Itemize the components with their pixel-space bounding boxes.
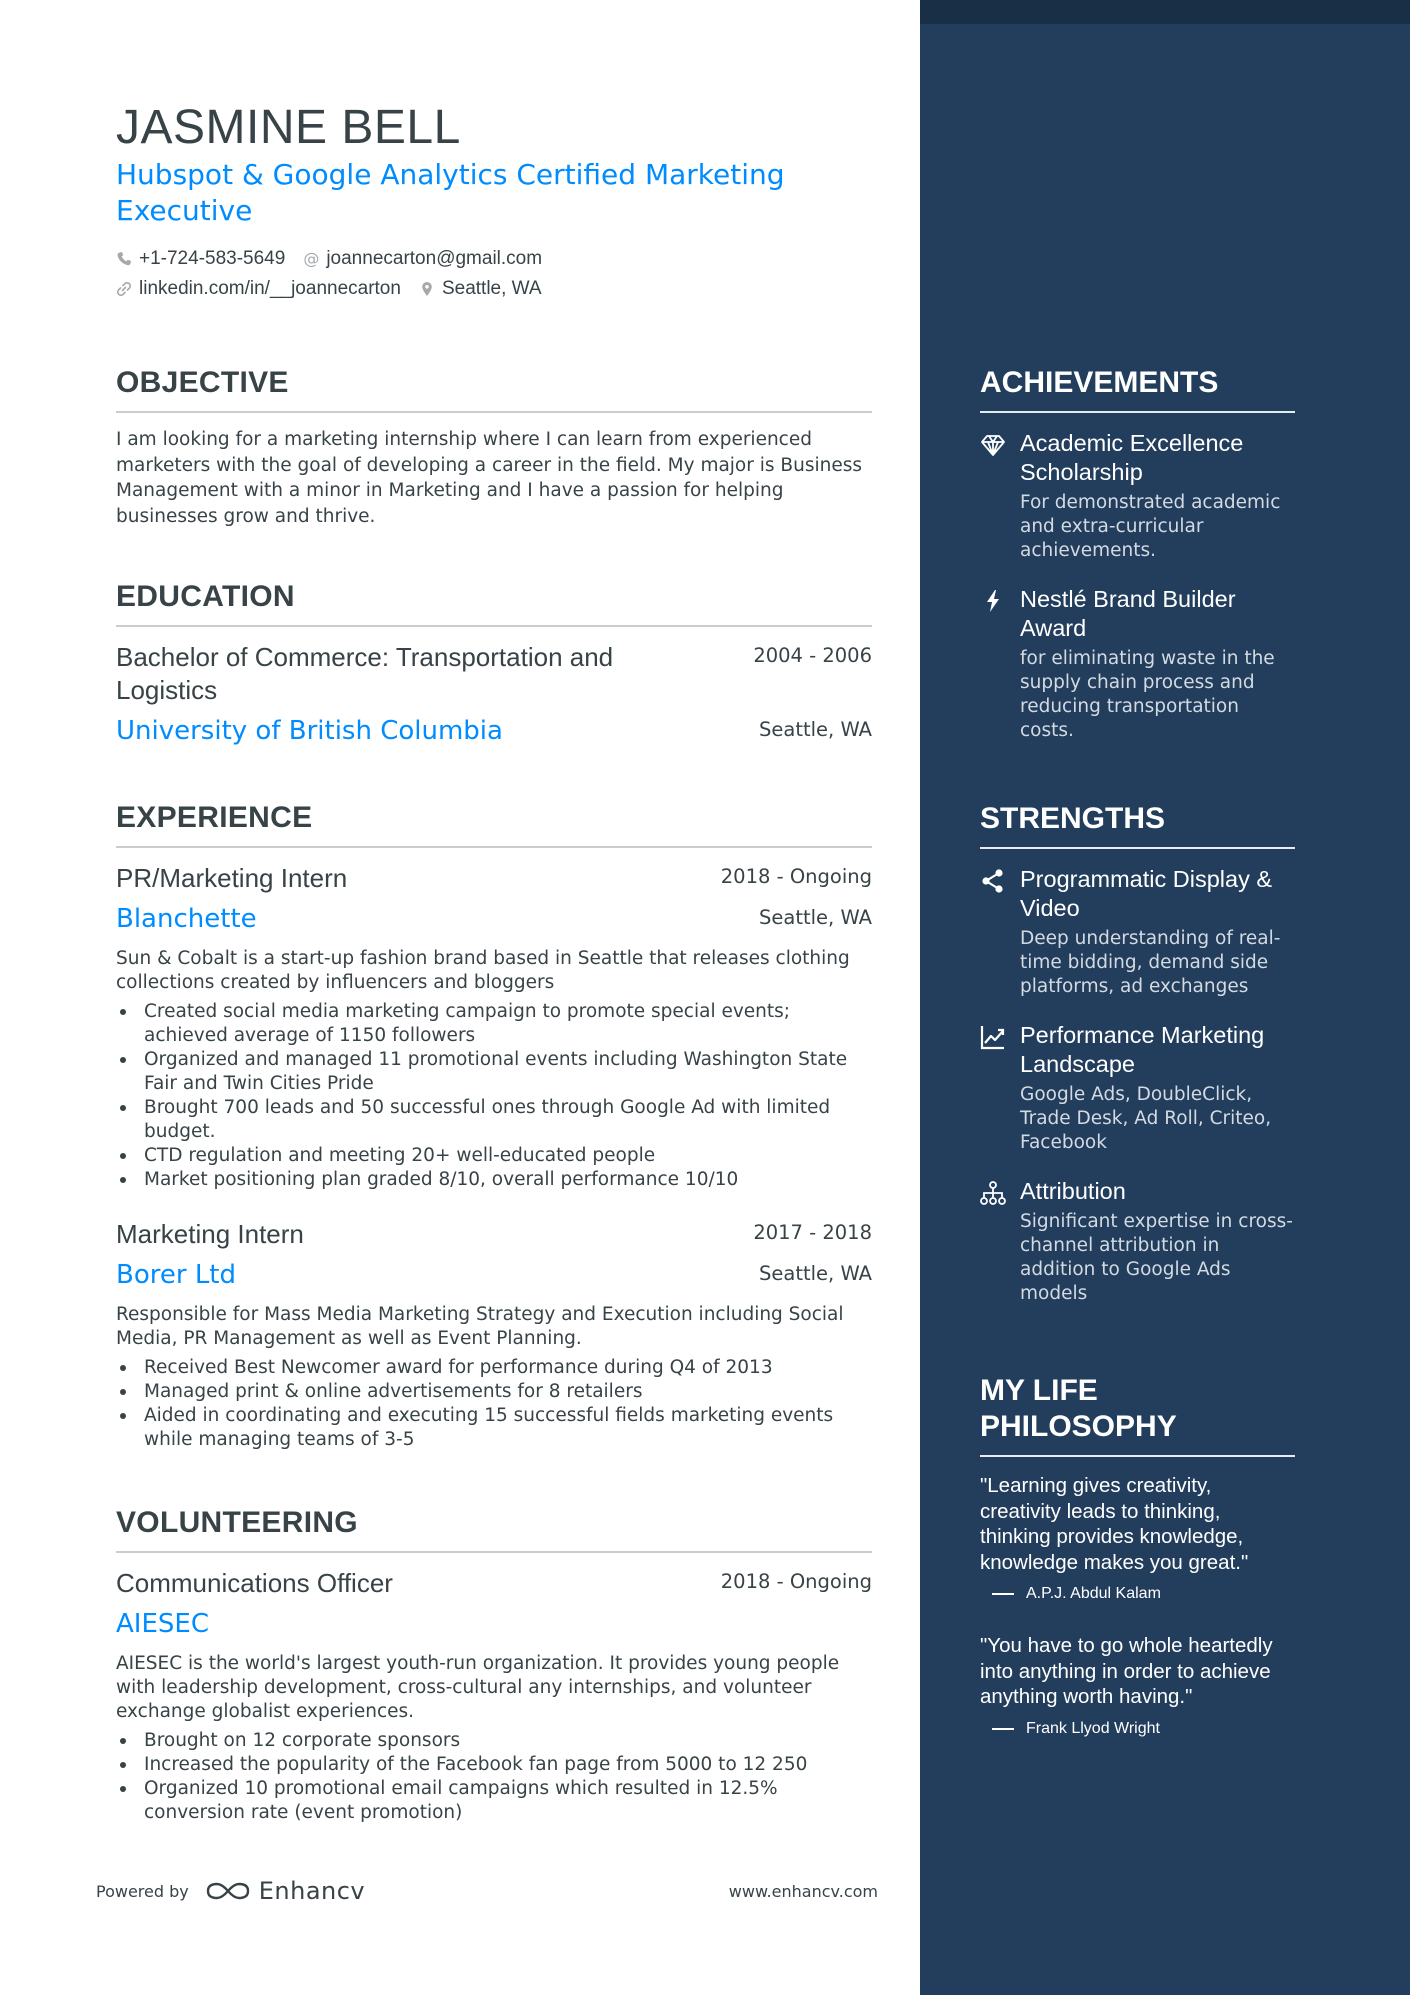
sitemap-icon xyxy=(980,1180,1006,1206)
job-head xyxy=(116,1218,872,1251)
list-item: Created social media marketing campaign to promote special events; achieved average of 1150 followers xyxy=(116,1000,872,1048)
contact-row-2 xyxy=(116,278,542,300)
linkedin-text: linkedin.com/in/__joannecarton xyxy=(139,278,401,299)
volunteer-role: Communications Officer xyxy=(116,1568,393,1598)
lightning-bolt-icon xyxy=(980,588,1006,614)
education-dates: 2004 - 2006 xyxy=(753,644,872,667)
website-link[interactable]: www.enhancv.com xyxy=(728,1881,878,1901)
brand-name: Enhancv xyxy=(258,1877,366,1905)
achievement-desc: For demonstrated academic and extra-curricular achievements. xyxy=(1020,492,1281,561)
quote-text: "Learning gives creativity, creativity leads to thinking, thinking provides knowledge, knowledge makes you great." xyxy=(980,1474,1249,1574)
achievement-item xyxy=(980,429,1295,563)
experience-title: EXPERIENCE xyxy=(116,800,872,848)
contact-linkedin[interactable] xyxy=(116,278,401,300)
education-school-row xyxy=(116,715,872,747)
achievement-desc: for eliminating waste in the supply chain process and reducing transportation costs. xyxy=(1020,648,1275,741)
share-icon xyxy=(980,868,1006,894)
list-item: Organized and managed 11 promotional events including Washington State Fair and Twin Cities Pride xyxy=(116,1048,872,1096)
job-entry xyxy=(116,1218,872,1452)
strengths-section xyxy=(980,801,1295,1306)
job-dates: 2018 - Ongoing xyxy=(720,865,872,888)
philosophy-section xyxy=(980,1373,1295,1738)
degree: Bachelor of Commerce: Transportation and Logistics xyxy=(116,642,614,705)
job-head xyxy=(116,862,872,895)
phone-icon xyxy=(116,251,132,267)
strength-title: Programmatic Display & Video xyxy=(1020,866,1273,921)
quote-author-row xyxy=(980,1720,1295,1738)
sidebar-top-bar xyxy=(920,0,1410,24)
achievement-title: Nestlé Brand Builder Award xyxy=(1020,586,1236,641)
strength-body xyxy=(1020,1021,1295,1155)
objective-text: I am looking for a marketing internship where I can learn from experienced marketers with the goal of developing a career in the field. My major is Business Management with a minor in Marketing and I have a passion for helping businesses grow and thrive. xyxy=(116,429,862,527)
job-company: Blanchette xyxy=(116,904,257,934)
volunteering-section xyxy=(116,1505,872,1825)
diamond-icon xyxy=(980,432,1006,458)
strength-item xyxy=(980,1177,1295,1306)
contact-email[interactable] xyxy=(303,248,542,270)
footer xyxy=(96,1877,878,1905)
achievement-title: Academic Excellence Scholarship xyxy=(1020,430,1244,485)
strength-item xyxy=(980,1021,1295,1155)
line-chart-icon xyxy=(980,1024,1006,1050)
list-item: Organized 10 promotional email campaigns which resulted in 12.5% conversion rate (event promotion) xyxy=(116,1777,872,1825)
achievement-item xyxy=(980,585,1295,743)
quote-block xyxy=(980,1473,1295,1603)
quote-author: Frank Llyod Wright xyxy=(1026,1719,1160,1737)
school-name: University of British Columbia xyxy=(116,716,503,746)
list-item: Brought on 12 corporate sponsors xyxy=(116,1729,872,1753)
job-location: Seattle, WA xyxy=(759,1262,872,1285)
job-company-row xyxy=(116,903,872,935)
candidate-name: JASMINE BELL xyxy=(116,101,461,154)
brand-logo[interactable] xyxy=(205,1877,365,1905)
strength-title: Performance Marketing Landscape xyxy=(1020,1022,1265,1077)
volunteering-title: VOLUNTEERING xyxy=(116,1505,872,1553)
enhancv-logo-icon xyxy=(205,1880,251,1902)
strength-desc: Google Ads, DoubleClick, Trade Desk, Ad Roll, Criteo, Facebook xyxy=(1020,1084,1272,1153)
philosophy-title: MY LIFE PHILOSOPHY xyxy=(980,1373,1295,1457)
list-item: Aided in coordinating and executing 15 successful fields marketing events while managing teams of 3-5 xyxy=(116,1404,872,1452)
quote-author-row xyxy=(980,1585,1295,1603)
sidebar xyxy=(920,0,1410,1995)
list-item: Managed print & online advertisements for 8 retailers xyxy=(116,1380,872,1404)
dash-icon xyxy=(992,1728,1014,1730)
link-icon xyxy=(116,281,132,297)
school-location: Seattle, WA xyxy=(759,718,872,741)
map-pin-icon xyxy=(419,281,435,297)
achievement-body xyxy=(1020,585,1295,743)
education-section xyxy=(116,579,872,747)
experience-section xyxy=(116,800,872,1452)
achievements-title: ACHIEVEMENTS xyxy=(980,365,1295,413)
achievements-section xyxy=(980,365,1295,743)
volunteer-description: AIESEC is the world's largest youth-run organization. It provides young people with leadership development, cross-cultural any internships, and volunteer exchange globalist experiences. xyxy=(116,1653,840,1722)
email-text: joannecarton@gmail.com xyxy=(326,248,543,269)
list-item: Increased the popularity of the Facebook fan page from 5000 to 12 250 xyxy=(116,1753,872,1777)
job-bullets xyxy=(116,1356,872,1452)
list-item: Brought 700 leads and 50 successful ones through Google Ad with limited budget. xyxy=(116,1096,872,1144)
volunteer-head xyxy=(116,1567,872,1600)
list-item: Received Best Newcomer award for performance during Q4 of 2013 xyxy=(116,1356,872,1380)
job-dates: 2017 - 2018 xyxy=(753,1221,872,1244)
achievement-body xyxy=(1020,429,1295,563)
strength-body xyxy=(1020,1177,1295,1306)
powered-by xyxy=(96,1877,365,1905)
powered-by-label: Powered by xyxy=(96,1881,189,1901)
job-description: Responsible for Mass Media Marketing Strategy and Execution including Social Media, PR Management as well as Event Planning. xyxy=(116,1304,844,1349)
list-item: Market positioning plan graded 8/10, overall performance 10/10 xyxy=(116,1168,872,1192)
strength-item xyxy=(980,865,1295,999)
contact-phone[interactable] xyxy=(116,248,285,270)
job-description: Sun & Cobalt is a start-up fashion brand based in Seattle that releases clothing collections created by influencers and bloggers xyxy=(116,948,850,993)
at-icon: @ xyxy=(303,249,320,268)
job-company: Borer Ltd xyxy=(116,1260,236,1290)
strength-desc: Deep understanding of real-time bidding, demand side platforms, ad exchanges xyxy=(1020,928,1281,997)
quote-text: "You have to go whole heartedly into anything in order to achieve anything worth having." xyxy=(980,1634,1273,1708)
dash-icon xyxy=(992,1593,1014,1595)
volunteer-dates: 2018 - Ongoing xyxy=(720,1570,872,1593)
job-bullets xyxy=(116,1000,872,1192)
volunteer-bullets xyxy=(116,1729,872,1825)
headline: Hubspot & Google Analytics Certified Marketing Executive xyxy=(116,158,785,227)
strengths-title: STRENGTHS xyxy=(980,801,1295,849)
contact-row-1 xyxy=(116,248,542,270)
strength-desc: Significant expertise in cross-channel attribution in addition to Google Ads models xyxy=(1020,1211,1293,1304)
job-company-row xyxy=(116,1259,872,1291)
education-entry-head xyxy=(116,641,872,707)
objective-section xyxy=(116,365,872,529)
phone-text: +1-724-583-5649 xyxy=(139,248,286,269)
job-location: Seattle, WA xyxy=(759,906,872,929)
strength-body xyxy=(1020,865,1295,999)
job-role: PR/Marketing Intern xyxy=(116,863,348,893)
strength-title: Attribution xyxy=(1020,1178,1126,1204)
volunteer-org: AIESEC xyxy=(116,1609,209,1639)
quote-author: A.P.J. Abdul Kalam xyxy=(1026,1585,1161,1602)
education-title: EDUCATION xyxy=(116,579,872,627)
objective-title: OBJECTIVE xyxy=(116,365,872,413)
contact-location xyxy=(419,278,542,300)
job-entry xyxy=(116,862,872,1192)
quote-block xyxy=(980,1633,1295,1738)
location-text: Seattle, WA xyxy=(441,278,542,299)
list-item: CTD regulation and meeting 20+ well-educated people xyxy=(116,1144,872,1168)
job-role: Marketing Intern xyxy=(116,1219,304,1249)
